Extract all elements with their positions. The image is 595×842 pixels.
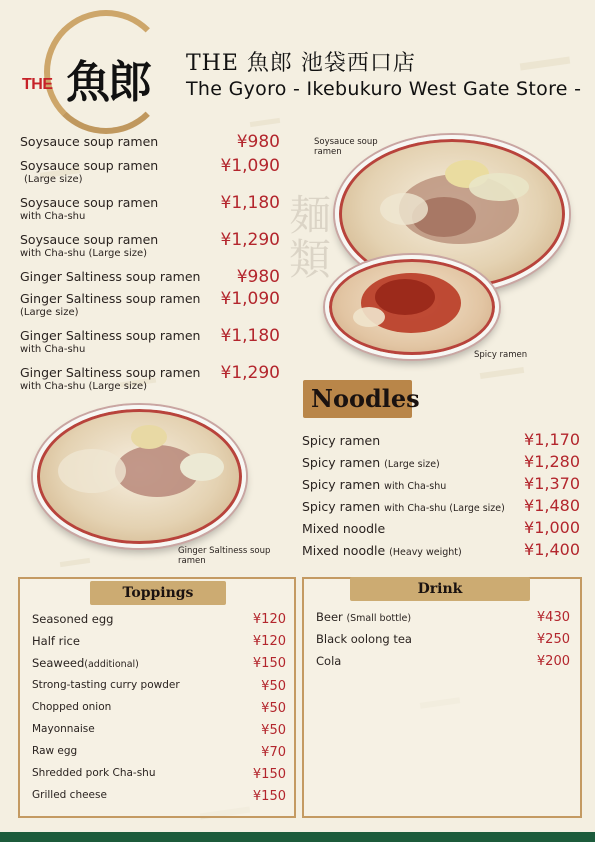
item-name: Cola [316, 654, 342, 668]
menu-item [20, 132, 282, 152]
item-price: ¥1,290 [220, 230, 280, 250]
item-name: Soysauce soup ramen [20, 232, 159, 247]
item-price: ¥430 [536, 610, 570, 625]
toppings-heading [90, 581, 226, 605]
logo-prefix: THE [22, 76, 53, 93]
menu-item [302, 542, 580, 562]
item-price: ¥50 [261, 679, 286, 694]
menu-item [20, 328, 282, 355]
menu-item [32, 701, 286, 721]
item-name: Shredded pork Cha-shu [32, 767, 156, 779]
item-price: ¥200 [536, 654, 570, 669]
noodles-watermark: 麺類 [288, 191, 331, 284]
drink-box [302, 577, 582, 818]
logo-kanji: 魚郎 [66, 57, 150, 108]
chili-topping-illustration [329, 259, 495, 355]
ramen-toppings-illustration [37, 409, 242, 544]
item-price: ¥150 [252, 767, 286, 782]
item-price: ¥120 [252, 612, 286, 627]
item-detail: (Large size) [20, 307, 79, 318]
noodles-heading [303, 380, 420, 418]
menu-item [32, 612, 286, 632]
item-price: ¥980 [236, 132, 280, 152]
item-price: ¥120 [252, 634, 286, 649]
item-price: ¥70 [261, 745, 286, 760]
drink-title: Drink [417, 581, 463, 597]
item-name: Spicy ramen [302, 433, 381, 448]
menu-item [32, 656, 286, 676]
ginger-ramen-photo [33, 405, 246, 548]
menu-item [302, 432, 580, 452]
item-price: ¥1,400 [524, 540, 580, 559]
item-name: Spicy ramen [302, 477, 381, 492]
item-name: Soysauce soup ramen [20, 158, 159, 173]
item-price: ¥1,280 [524, 452, 580, 471]
item-price: ¥1,000 [524, 518, 580, 537]
item-price: ¥150 [252, 656, 286, 671]
item-price: ¥150 [252, 789, 286, 804]
toppings-list [32, 612, 286, 816]
item-price: ¥250 [536, 632, 570, 647]
item-detail: (Heavy weight) [389, 547, 462, 558]
item-name: Ginger Saltiness soup ramen [20, 269, 201, 284]
item-name: Seasoned egg [32, 612, 114, 626]
menu-item [32, 634, 286, 654]
item-name: Spicy ramen [302, 499, 381, 514]
item-detail: with Cha-shu (Large size) [20, 248, 148, 259]
spicy-caption: Spicy ramen [474, 350, 528, 360]
item-price: ¥50 [261, 723, 286, 738]
item-detail: (Large size) [24, 174, 83, 185]
item-name: Black oolong tea [316, 632, 412, 646]
item-name: Spicy ramen [302, 455, 381, 470]
item-name: Seaweed [32, 656, 85, 670]
item-detail: with Cha-shu [20, 211, 86, 222]
item-price: ¥1,180 [220, 193, 280, 213]
item-name: Ginger Saltiness soup ramen [20, 291, 201, 306]
item-name: Raw egg [32, 745, 78, 757]
menu-item [20, 267, 282, 287]
menu-item [20, 232, 282, 259]
item-name: Half rice [32, 634, 80, 648]
item-name: Mixed noodle [302, 543, 386, 558]
item-name: Ginger Saltiness soup ramen [20, 328, 201, 343]
item-name: Soysauce soup ramen [20, 195, 159, 210]
footer-bar [0, 832, 595, 842]
store-name-jp: THE 魚郎 池袋西口店 [186, 51, 416, 76]
spicy-ramen-photo [325, 255, 499, 359]
menu-item [316, 632, 570, 652]
item-price: ¥980 [236, 267, 280, 287]
drink-heading [350, 577, 530, 601]
item-price: ¥1,370 [524, 474, 580, 493]
menu-item [316, 654, 570, 674]
menu-item [32, 745, 286, 765]
item-price: ¥50 [261, 701, 286, 716]
menu-item [302, 454, 580, 474]
item-detail: with Cha-shu [20, 344, 86, 355]
item-price: ¥1,480 [524, 496, 580, 515]
soysauce-caption: Soysauce soup ramen [314, 137, 378, 157]
item-name: Beer [316, 610, 343, 624]
item-name: Grilled cheese [32, 789, 107, 801]
ginger-caption: Ginger Saltiness soup ramen [178, 546, 271, 566]
item-name: Soysauce soup ramen [20, 134, 159, 149]
menu-item [20, 195, 282, 222]
item-detail: (Small bottle) [346, 613, 412, 624]
item-name: Strong-tasting curry powder [32, 679, 180, 691]
item-name: Chopped onion [32, 701, 112, 713]
menu-item [32, 723, 286, 743]
menu-item [302, 520, 580, 540]
menu-item [316, 610, 570, 630]
item-detail: with Cha-shu (Large size) [20, 381, 148, 392]
item-detail: with Cha-shu [384, 481, 447, 492]
store-name-en: The Gyoro - Ikebukuro West Gate Store - [186, 78, 582, 100]
menu-item [20, 158, 282, 185]
menu-item [302, 476, 580, 496]
toppings-title: Toppings [122, 585, 194, 601]
item-detail: (Large size) [384, 459, 440, 470]
drink-list [316, 610, 570, 816]
menu-item [20, 291, 282, 318]
noodles-title: Noodles [311, 384, 420, 413]
menu-item [32, 767, 286, 787]
item-price: ¥1,290 [220, 363, 280, 383]
item-detail: (additional) [84, 659, 139, 670]
item-name: Mixed noodle [302, 521, 386, 536]
item-price: ¥1,090 [220, 156, 280, 176]
menu-item [20, 365, 282, 392]
menu-item [302, 498, 580, 518]
item-price: ¥1,090 [220, 289, 280, 309]
item-name: Ginger Saltiness soup ramen [20, 365, 201, 380]
item-price: ¥1,170 [524, 430, 580, 449]
item-name: Mayonnaise [32, 723, 95, 735]
item-detail: with Cha-shu (Large size) [384, 503, 505, 514]
item-price: ¥1,180 [220, 326, 280, 346]
toppings-box [18, 577, 296, 818]
menu-item [32, 679, 286, 699]
menu-item [32, 789, 286, 809]
